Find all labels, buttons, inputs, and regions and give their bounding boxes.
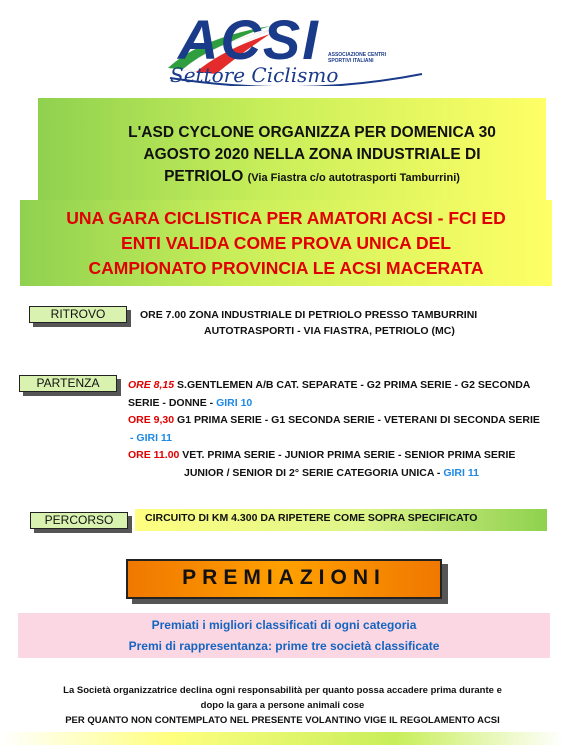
- start-row-cont: JUNIOR / SENIOR DI 2° SERIE CATEGORIA UNICA - GIRI 11: [184, 466, 479, 479]
- intro-line-2: AGOSTO 2020 NELLA ZONA INDUSTRIALE DI: [143, 146, 481, 163]
- premiazioni-title: PREMIAZIONI: [182, 566, 386, 589]
- percorso-text: CIRCUITO DI KM 4.300 DA RIPETERE COME SOPRA SPECIFICATO: [145, 512, 478, 524]
- logo-brand: ACSI: [178, 8, 320, 71]
- laps: GIRI 11: [443, 466, 479, 479]
- start-row-cont: [128, 430, 548, 448]
- intro-line-3: PETRIOLO: [164, 168, 244, 185]
- partenza-label: PARTENZA: [19, 375, 117, 392]
- intro-line-1: L'ASD CYCLONE ORGANIZZA PER DOMENICA 30: [128, 124, 496, 141]
- race-line-1: UNA GARA CICLISTICA PER AMATORI ACSI - FCI ED: [66, 208, 506, 228]
- logo-association: ASSOCIAZIONE CENTRI SPORTIVI ITALIANI: [328, 52, 387, 64]
- laps: - GIRI 11: [130, 431, 173, 444]
- start-row: ORE 8,15 S.GENTLEMEN A/B CAT. SEPARATE - G2 PRIMA SERIE - G2 SECONDA: [128, 379, 531, 391]
- ritrovo-details: [140, 307, 540, 339]
- premiazioni-details: [18, 613, 550, 658]
- bottom-decor-bar: [0, 732, 564, 745]
- disclaimer-line-2: dopo la gara a persone animali cose: [200, 700, 365, 711]
- race-title-banner: [20, 200, 552, 286]
- disclaimer: [20, 683, 545, 728]
- event-intro-banner: [38, 98, 546, 200]
- disclaimer-line-1: La Società organizzatrice declina ogni responsabilità per quanto possa accadere prima durante e: [63, 685, 502, 696]
- premiazioni-heading: [126, 559, 442, 599]
- ritrovo-line-1: ORE 7.00 ZONA INDUSTRIALE DI PETRIOLO PRESSO TAMBURRINI: [140, 309, 478, 321]
- acsi-logo: [160, 8, 430, 86]
- start-row: ORE 11.00 VET. PRIMA SERIE - JUNIOR PRIMA SERIE - SENIOR PRIMA SERIE: [128, 449, 516, 461]
- race-line-3: CAMPIONATO PROVINCIA LE ACSI MACERATA: [88, 258, 484, 278]
- start-row: ORE 9,30 G1 PRIMA SERIE - G1 SECONDA SERIE - VETERANI DI SECONDA SERIE: [128, 414, 540, 426]
- race-line-2: ENTI VALIDA COME PROVA UNICA DEL: [121, 233, 451, 253]
- start-time: ORE 8,15: [128, 379, 175, 391]
- start-row-cont: SERIE - DONNE - GIRI 10: [128, 396, 253, 409]
- start-time: ORE 9,30: [128, 414, 175, 426]
- partenza-details: [128, 377, 548, 482]
- prize-line-2: Premi di rappresentanza: prime tre società classificate: [128, 639, 440, 653]
- percorso-label: PERCORSO: [30, 512, 128, 529]
- logo-sector: Settore Ciclismo: [170, 63, 339, 87]
- ritrovo-line-2: AUTOTRASPORTI - VIA FIASTRA, PETRIOLO (MC): [204, 325, 455, 337]
- prize-line-1: Premiati i migliori classificati di ogni categoria: [151, 618, 417, 632]
- start-time: ORE 11.00: [128, 449, 180, 461]
- ritrovo-label: RITROVO: [29, 306, 127, 323]
- intro-address: (Via Fiastra c/o autotrasporti Tamburrini): [247, 172, 460, 184]
- laps: GIRI 10: [216, 396, 253, 409]
- percorso-details: [135, 509, 547, 531]
- regulation-note: PER QUANTO NON CONTEMPLATO NEL PRESENTE VOLANTINO VIGE IL REGOLAMENTO ACSI: [65, 715, 500, 726]
